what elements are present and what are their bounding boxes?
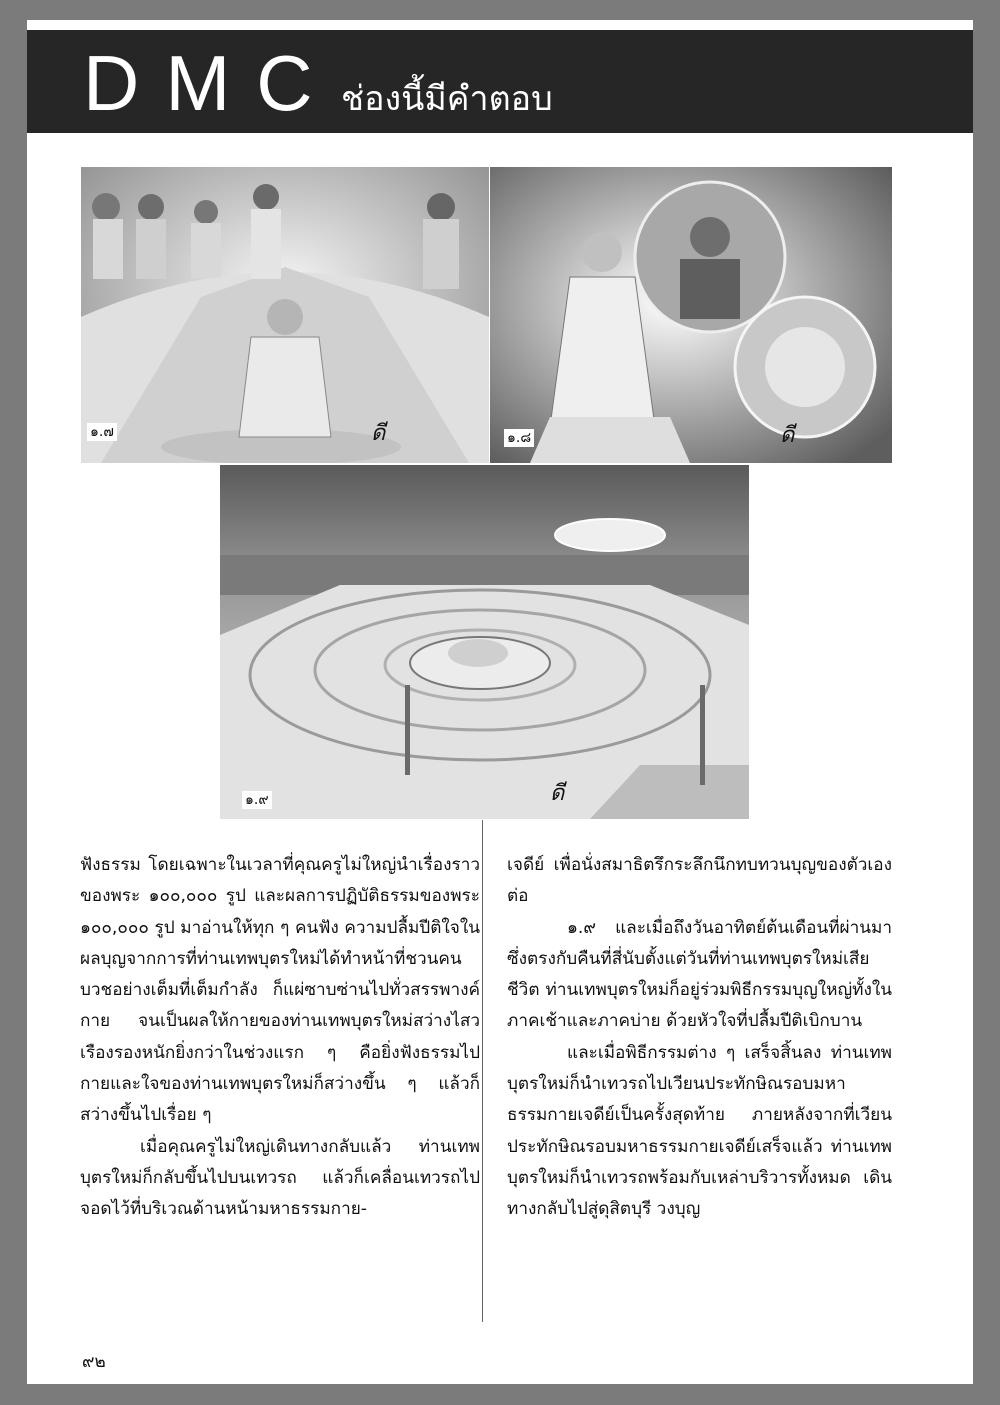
paragraph: ฟังธรรม โดยเฉพาะในเวลาที่คุณครูไม่ใหญ่นำเรื่องราวของพระ ๑๐๐,๐๐๐ รูป และผลการปฏิบัติธรรมของพระ ๑๐๐,๐๐๐ รูป มาอ่านให้ทุก ๆ คนฟัง ความปลื้มปีติใจในผลบุญจากการที่ท่านเทพบุตรใหม่ได้ทำหน้าที่ชวนคนบวชอย่างเต็มที่เต็มกำลัง ก็แผ่ซาบซ่านไปทั่วสรรพางค์กาย จนเป็นผลให้กายของท่านเทพบุตรใหม่สว่างไสวเรืองรองหนักยิ่งกว่าในช่วงแรก ๆ คือยิ่งฟังธรรมไป กายและใจของท่านเทพบุตรใหม่ก็สว่างขึ้น ๆ แล้วก็สว่างขึ้นไปเรื่อย ๆ bbox=[80, 855, 480, 1126]
watermark-logo: ดี bbox=[780, 423, 795, 448]
paragraph: เมื่อคุณครูไม่ใหญ่เดินทางกลับแล้ว ท่านเทพบุตรใหม่ก็กลับขึ้นไปบนเทวรถ แล้วก็เคลื่อนเทวรถไปจอดไว้ที่บริเวณด้านหน้ามหาธรรมกาย- bbox=[80, 1136, 480, 1220]
figure-1-8-image bbox=[490, 167, 892, 463]
paragraph: ๑.๙ และเมื่อถึงวันอาทิตย์ต้นเดือนที่ผ่านมา ซึ่งตรงกับคืนที่สี่นับตั้งแต่วันที่ท่านเทพบุตรใหม่เสียชีวิต ท่านเทพบุตรใหม่ก็อยู่ร่วมพิธีกรรมบุญใหญ่ทั้งในภาคเช้าและภาคบ่าย ด้วยหัวใจที่ปลื้มปีติเบิกบาน bbox=[507, 917, 892, 1032]
section-subtitle: ช่องนี้มีคำตอบ bbox=[341, 79, 553, 119]
figure-caption: ๑.๘ bbox=[504, 429, 534, 447]
paragraph: และเมื่อพิธีกรรมต่าง ๆ เสร็จสิ้นลง ท่านเทพบุตรใหม่ก็นำเทวรถไปเวียนประทักษิณรอบมหาธรรมกายเจดีย์เป็นครั้งสุดท้าย ภายหลังจากที่เวียนประทักษิณรอบมหาธรรมกายเจดีย์เสร็จแล้ว ท่านเทพบุตรใหม่ก็นำเทวรถพร้อมกับเหล่าบริวารทั้งหมด เดินทางกลับไปสู่ดุสิตบุรี วงบุญ bbox=[507, 1042, 892, 1220]
figure-caption: ๑.๙ bbox=[242, 791, 272, 809]
deva-prayer-illustration bbox=[490, 167, 892, 463]
header-banner bbox=[27, 30, 973, 133]
figure-caption: ๑.๗ bbox=[87, 423, 117, 441]
text-column-left bbox=[80, 850, 480, 1226]
dhammakaya-cetiya-aerial-illustration bbox=[220, 465, 749, 819]
watermark-logo: ดี bbox=[371, 421, 386, 446]
meditation-scene-illustration bbox=[81, 167, 489, 463]
text-column-right bbox=[507, 850, 892, 1226]
page-number: ๙๒ bbox=[82, 1352, 106, 1372]
column-divider bbox=[482, 820, 483, 1322]
watermark-logo: ดี bbox=[550, 781, 565, 806]
page bbox=[27, 20, 973, 1384]
figure-1-7-image bbox=[81, 167, 489, 463]
brand-title: DMC bbox=[83, 39, 339, 127]
paragraph: เจดีย์ เพื่อนั่งสมาธิตรึกระลึกนึกทบทวนบุญของตัวเองต่อ bbox=[507, 855, 892, 907]
figure-1-9-image bbox=[220, 465, 749, 819]
